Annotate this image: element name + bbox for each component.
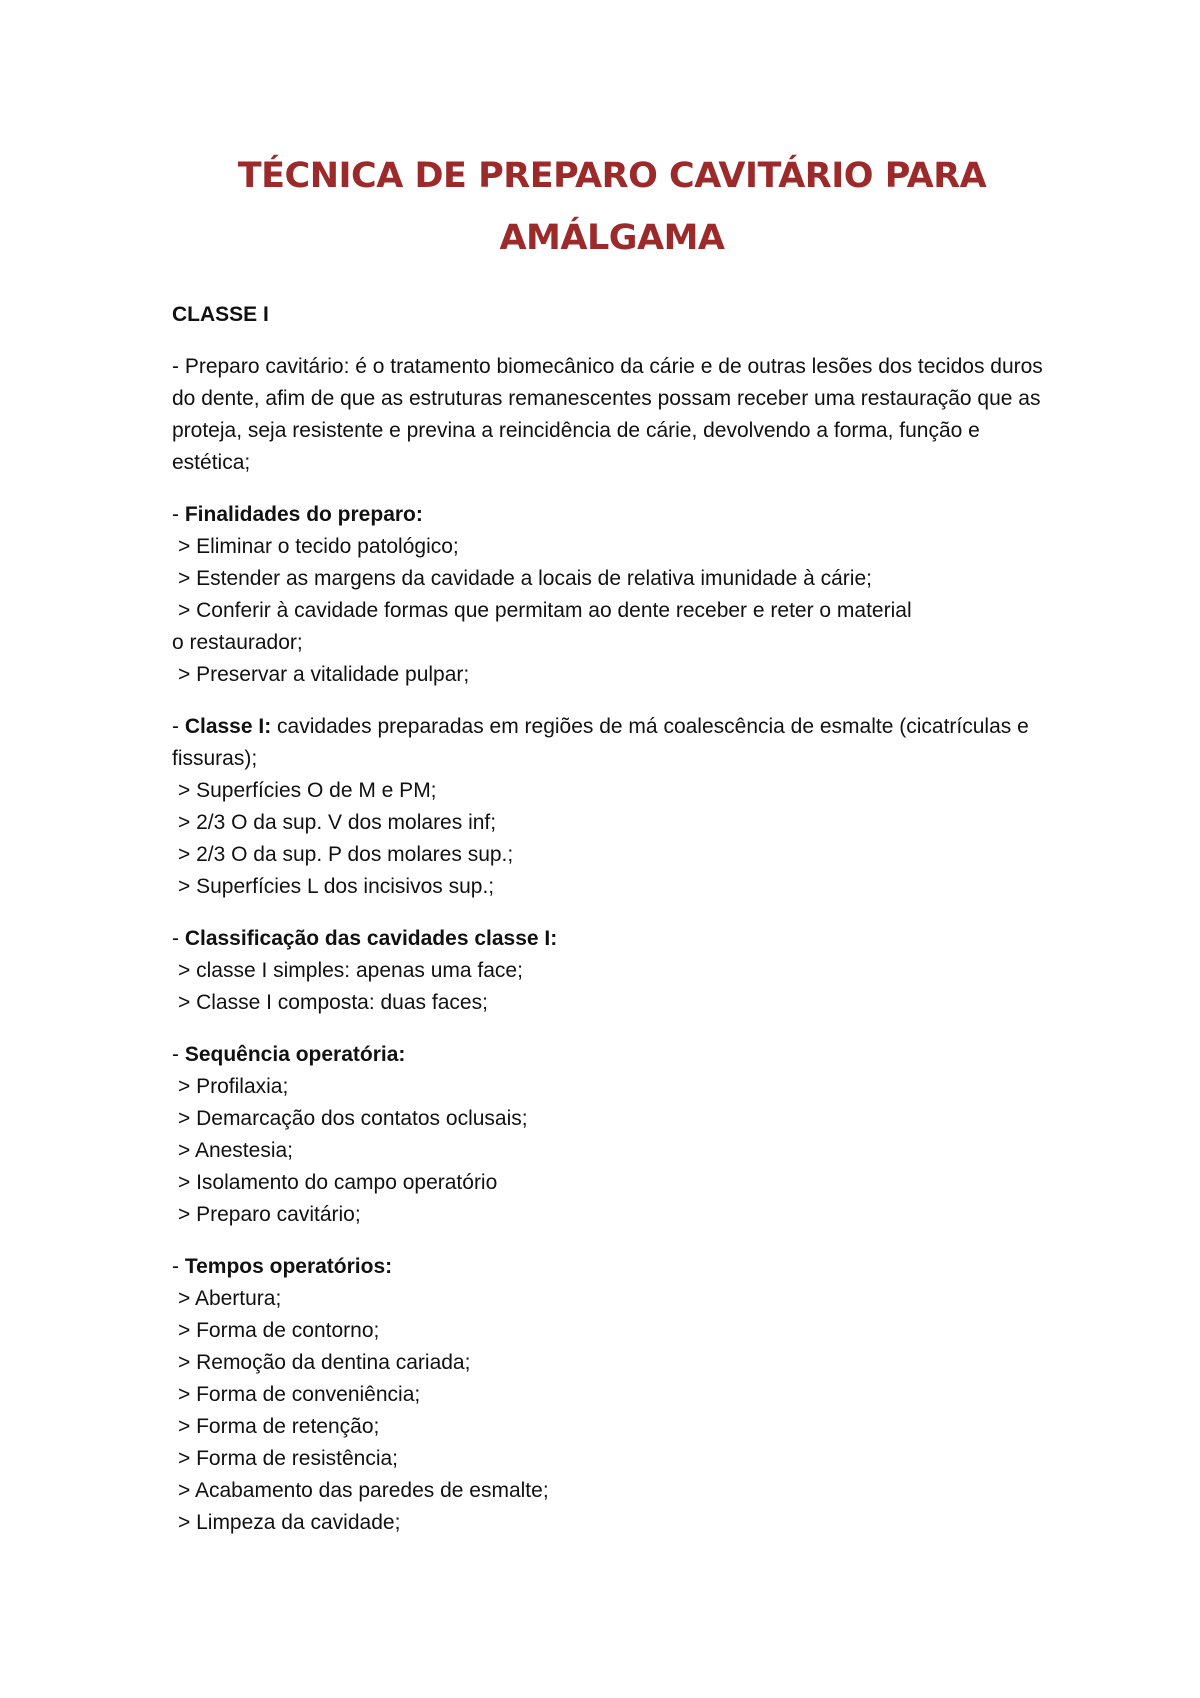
list-item: > Forma de contorno; <box>178 1319 380 1342</box>
list-item: > Superfícies O de M e PM; <box>178 779 437 802</box>
section-label: Classificação das cavidades classe I: <box>184 927 558 950</box>
section-label: Tempos operatórios: <box>184 1255 393 1278</box>
list-item: > 2/3 O da sup. P dos molares sup.; <box>178 843 514 866</box>
class-heading: CLASSE I <box>172 303 269 326</box>
list-item: > Acabamento das paredes de esmalte; <box>178 1479 549 1502</box>
section-label: Finalidades do preparo: <box>184 503 423 526</box>
list-item: > Anestesia; <box>178 1139 293 1162</box>
section-label: Classe I: <box>184 715 272 738</box>
section-classificacao <box>172 923 1052 1019</box>
list-item: > Preparo cavitário; <box>178 1203 361 1226</box>
list-item: > 2/3 O da sup. V dos molares inf; <box>178 811 497 834</box>
list-item: > Profilaxia; <box>178 1075 289 1098</box>
list-item: > Limpeza da cavidade; <box>178 1511 401 1534</box>
section-heading: - Sequência operatória: <box>172 1043 406 1066</box>
list-item: > Superfícies L dos incisivos sup.; <box>178 875 495 898</box>
title-line-1: TÉCNICA DE PREPARO CAVITÁRIO PARA <box>237 156 987 196</box>
list-item: > Forma de conveniência; <box>178 1383 421 1406</box>
list-item: > Abertura; <box>178 1287 282 1310</box>
section-heading: - Classificação das cavidades classe I: <box>172 927 558 950</box>
intro-paragraph: - Preparo cavitário: é o tratamento biomecânico da cárie e de outras lesões dos tecidos duros do dente, afim de que as estruturas remanescentes possam receber uma restauração que as proteja, seja resistente e previna a reincidência de cárie, devolvendo a forma, função e estética; <box>172 355 1043 474</box>
list-item: > Remoção da dentina cariada; <box>178 1351 471 1374</box>
section-sequencia <box>172 1039 1052 1231</box>
list-item: > Isolamento do campo operatório <box>178 1171 498 1194</box>
title-line-2: AMÁLGAMA <box>499 218 725 258</box>
list-item: > Forma de resistência; <box>178 1447 399 1470</box>
section-heading: - Classe I: cavidades preparadas em regiões de má coalescência de esmalte (cicatrículas e fissuras); <box>172 715 1029 770</box>
section-heading: - Tempos operatórios: <box>172 1255 393 1278</box>
section-label: Sequência operatória: <box>184 1043 406 1066</box>
list-item: > Demarcação dos contatos oclusais; <box>178 1107 528 1130</box>
list-item: > Classe I composta: duas faces; <box>178 991 488 1014</box>
section-finalidades <box>172 499 1052 691</box>
list-item-continuation: o restaurador; <box>172 631 303 654</box>
section-text: cavidades preparadas em regiões de má coalescência de esmalte (cicatrículas e fissuras); <box>172 715 1029 770</box>
section-classe <box>172 711 1052 903</box>
list-item: > classe I simples: apenas uma face; <box>178 959 523 982</box>
section-tempos <box>172 1251 1052 1539</box>
list-item: > Forma de retenção; <box>178 1415 380 1438</box>
list-item: > Conferir à cavidade formas que permitam ao dente receber e reter o material <box>178 599 912 622</box>
list-item: > Estender as margens da cavidade a locais de relativa imunidade à cárie; <box>178 567 872 590</box>
list-item: > Preservar a vitalidade pulpar; <box>178 663 470 686</box>
document-page <box>172 145 1052 1559</box>
section-heading: - Finalidades do preparo: <box>172 503 423 526</box>
document-title <box>172 145 1052 269</box>
list-item: > Eliminar o tecido patológico; <box>178 535 459 558</box>
